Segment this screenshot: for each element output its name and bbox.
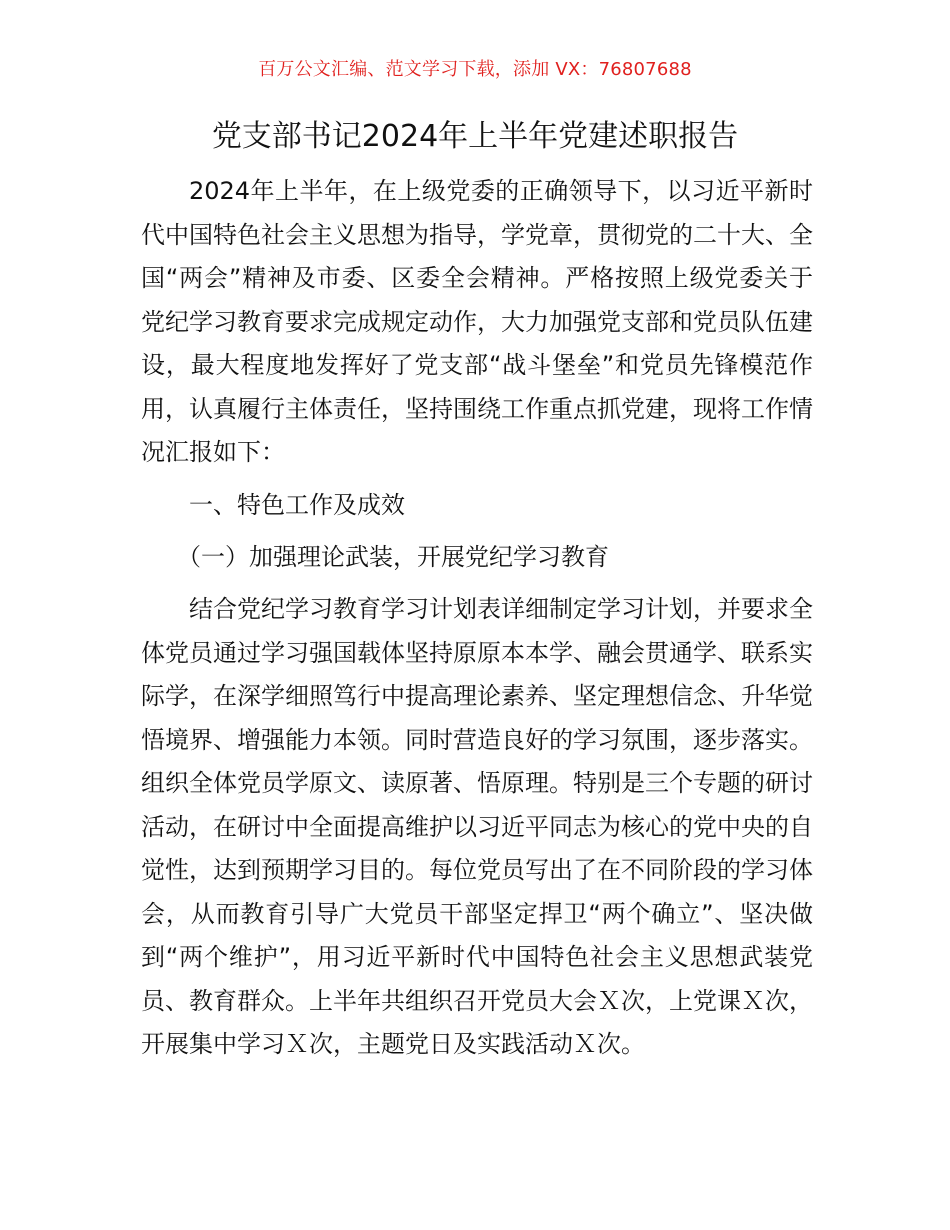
section-heading: 一、特色工作及成效 — [189, 491, 405, 519]
subsection-heading: （一）加强理论武装，开展党纪学习教育 — [177, 543, 609, 571]
document-title: 党支部书记2024年上半年党建述职报告 — [211, 119, 739, 154]
study-paragraph: 结合党纪学习教育学习计划表详细制定学习计划，并要求全体党员通过学习强国载体坚持原原本本学、融会贯通学、联系实际学，在深学细照笃行中提高理论素养、坚定理想信念、升华觉悟境界、增强能力本领。同时营造良好的学习氛围，逐步落实。组织全体党员学原文、读原著、悟原理。特别是三个专题的研讨活动，在研讨中全面提高维护以习近平同志为核心的党中央的自觉性，达到预期学习目的。每位党员写出了在不同阶段的学习体会，从而教育引导广大党员干部坚定捍卫“两个确立”、坚决做到“两个维护”，用习近平新时代中国特色社会主义思想武装党员、教育群众。上半年共组织召开党员大会Ｘ次，上党课Ｘ次，开展集中学习Ｘ次，主题党日及实践活动Ｘ次。 — [141, 595, 813, 1058]
header-promo-note: 百万公文汇编、范文学习下载，添加 VX：76807688 — [258, 59, 692, 80]
intro-paragraph: 2024年上半年，在上级党委的正确领导下，以习近平新时代中国特色社会主义思想为指导，学党章，贯彻党的二十大、全国“两会”精神及市委、区委全会精神。严格按照上级党委关于党纪学习教育要求完成规定动作，大力加强党支部和党员队伍建设，最大程度地发挥好了党支部“战斗堡垒”和党员先锋模范作用，认真履行主体责任，坚持围绕工作重点抓党建，现将工作情况汇报如下： — [141, 177, 813, 466]
